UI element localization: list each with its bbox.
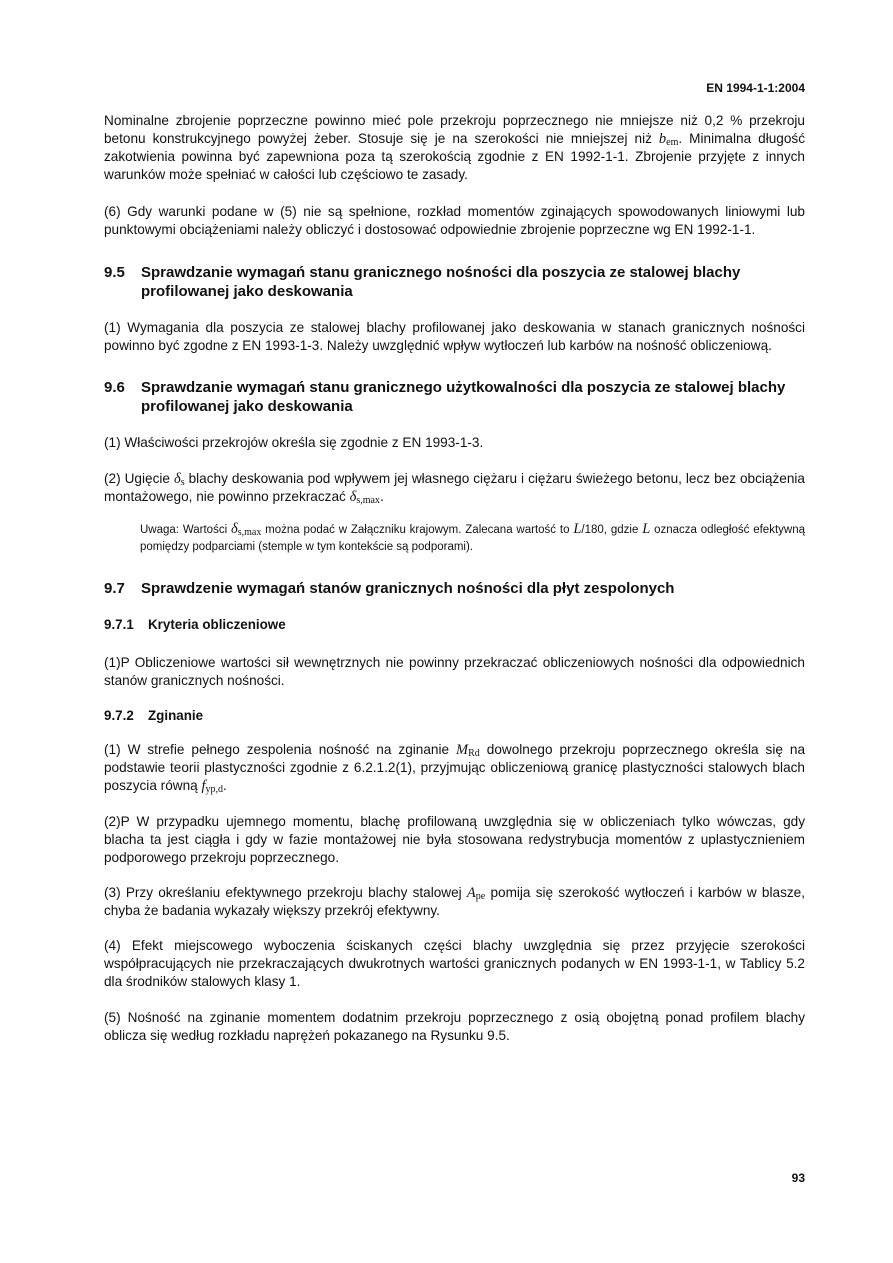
section-9-7-2-paragraph-4: (4) Efekt miejscowego wyboczenia ściskanych części blachy uwzględnia się przez przyjęcie szerokości współpracujących nie przekraczających dwukrotnych wartości granicznych podanych w EN 1993-1-1, w Tablicy 5.2 dla środników stalowych klasy 1.	[104, 938, 805, 989]
section-9-7-heading: 9.7 Sprawdzenie wymagań stanów granicznych nośności dla płyt zespolonych	[104, 580, 675, 597]
section-9-6-paragraph-2: (2) Ugięcie $\delta_s$ blachy deskowania pod wpływem jej własnego ciężaru i ciężaru świeżego betonu, lecz bez obciążenia montażowego, nie powinno przekraczać $\delta_{s,max}$.	[104, 471, 805, 506]
page-number: 93	[791, 1171, 805, 1185]
section-9-6-heading: 9.6 Sprawdzanie wymagań stanu granicznego użytkowalności dla poszycia ze stalowej blachy profilowanej jako deskowania	[104, 379, 786, 415]
section-9-5-paragraph-1: (1) Wymagania dla poszycia ze stalowej blachy profilowanej jako deskowania w stanach granicznych nośności powinno być zgodne z EN 1993-1-3. Należy uwzględnić wpływ wytłoczeń lub karbów na nośność obliczeniową.	[104, 320, 805, 353]
section-9-7-2-paragraph-1: (1) W strefie pełnego zespolenia nośność na zginanie $M_{Rd}$ dowolnego przekroju poprzecznego określa się na podstawie teorii plastyczności zgodnie z 6.2.1.2(1), przyjmując obliczeniową granicę plastyczności stalowych blach poszycia równą $f_{yp,d}$.	[104, 742, 805, 795]
section-9-7-1-heading: 9.7.1 Kryteria obliczeniowe	[104, 617, 286, 632]
section-9-6-note: Uwaga: Wartości $\delta_{s,max}$ można podać w Załączniku krajowym. Zalecana wartość to L/180, gdzie L oznacza odległość efektywną pomiędzy podparciami (stemple w tym kontekście są podporami).	[140, 521, 805, 553]
section-9-7-2-paragraph-3: (3) Przy określaniu efektywnego przekroju blachy stalowej $A_{pe}$ pomija się szerokość wytłoczeń i karbów w blasze, chyba że badania wykazały większy przekrój efektywny.	[104, 885, 805, 918]
section-9-5-heading: 9.5 Sprawdzanie wymagań stanu granicznego nośności dla poszycia ze stalowej blachy profilowanej jako deskowania	[104, 264, 741, 300]
section-9-7-2-heading: 9.7.2 Zginanie	[104, 708, 204, 723]
section-9-7-1-paragraph-1: (1)P Obliczeniowe wartości sił wewnętrznych nie powinny przekraczać obliczeniowych nośności dla odpowiednich stanów granicznych nośności.	[104, 655, 805, 688]
intro-paragraph-1: Nominalne zbrojenie poprzeczne powinno mieć pole przekroju poprzecznego nie mniejsze niż 0,2 % przekroju betonu konstrukcyjnego powyżej żeber. Stosuje się je na szerokości nie mniejszej niż $b_{em}$. Minimalna długość zakotwienia powinna być zapewniona poza tą szerokością zgodnie z EN 1992-1-1. Zbrojenie przyjęte z innych warunków może spełniać w całości lub częściowo te zasady.	[104, 113, 805, 182]
standard-header: EN 1994-1-1:2004	[706, 81, 805, 95]
section-9-7-2-paragraph-2: (2)P W przypadku ujemnego momentu, blachę profilowaną uwzględnia się w obliczeniach tylko wówczas, gdy blacha ta jest ciągła i gdy w fazie montażowej nie była stosowana redystrybucja momentów z uplastycznieniem podporowego przekroju poprzecznego.	[104, 814, 805, 865]
intro-paragraph-2: (6) Gdy warunki podane w (5) nie są spełnione, rozkład momentów zginających spowodowanych liniowymi lub punktowymi obciążeniami należy obliczyć i dostosować odpowiednie zbrojenie poprzeczne wg EN 1992-1-1.	[104, 204, 805, 237]
section-9-7-2-paragraph-5: (5) Nośność na zginanie momentem dodatnim przekroju poprzecznego z osią obojętną ponad profilem blachy oblicza się według rozkładu naprężeń pokazanego na Rysunku 9.5.	[104, 1010, 805, 1043]
section-9-6-paragraph-1: (1) Właściwości przekrojów określa się zgodnie z EN 1993-1-3.	[104, 435, 484, 450]
